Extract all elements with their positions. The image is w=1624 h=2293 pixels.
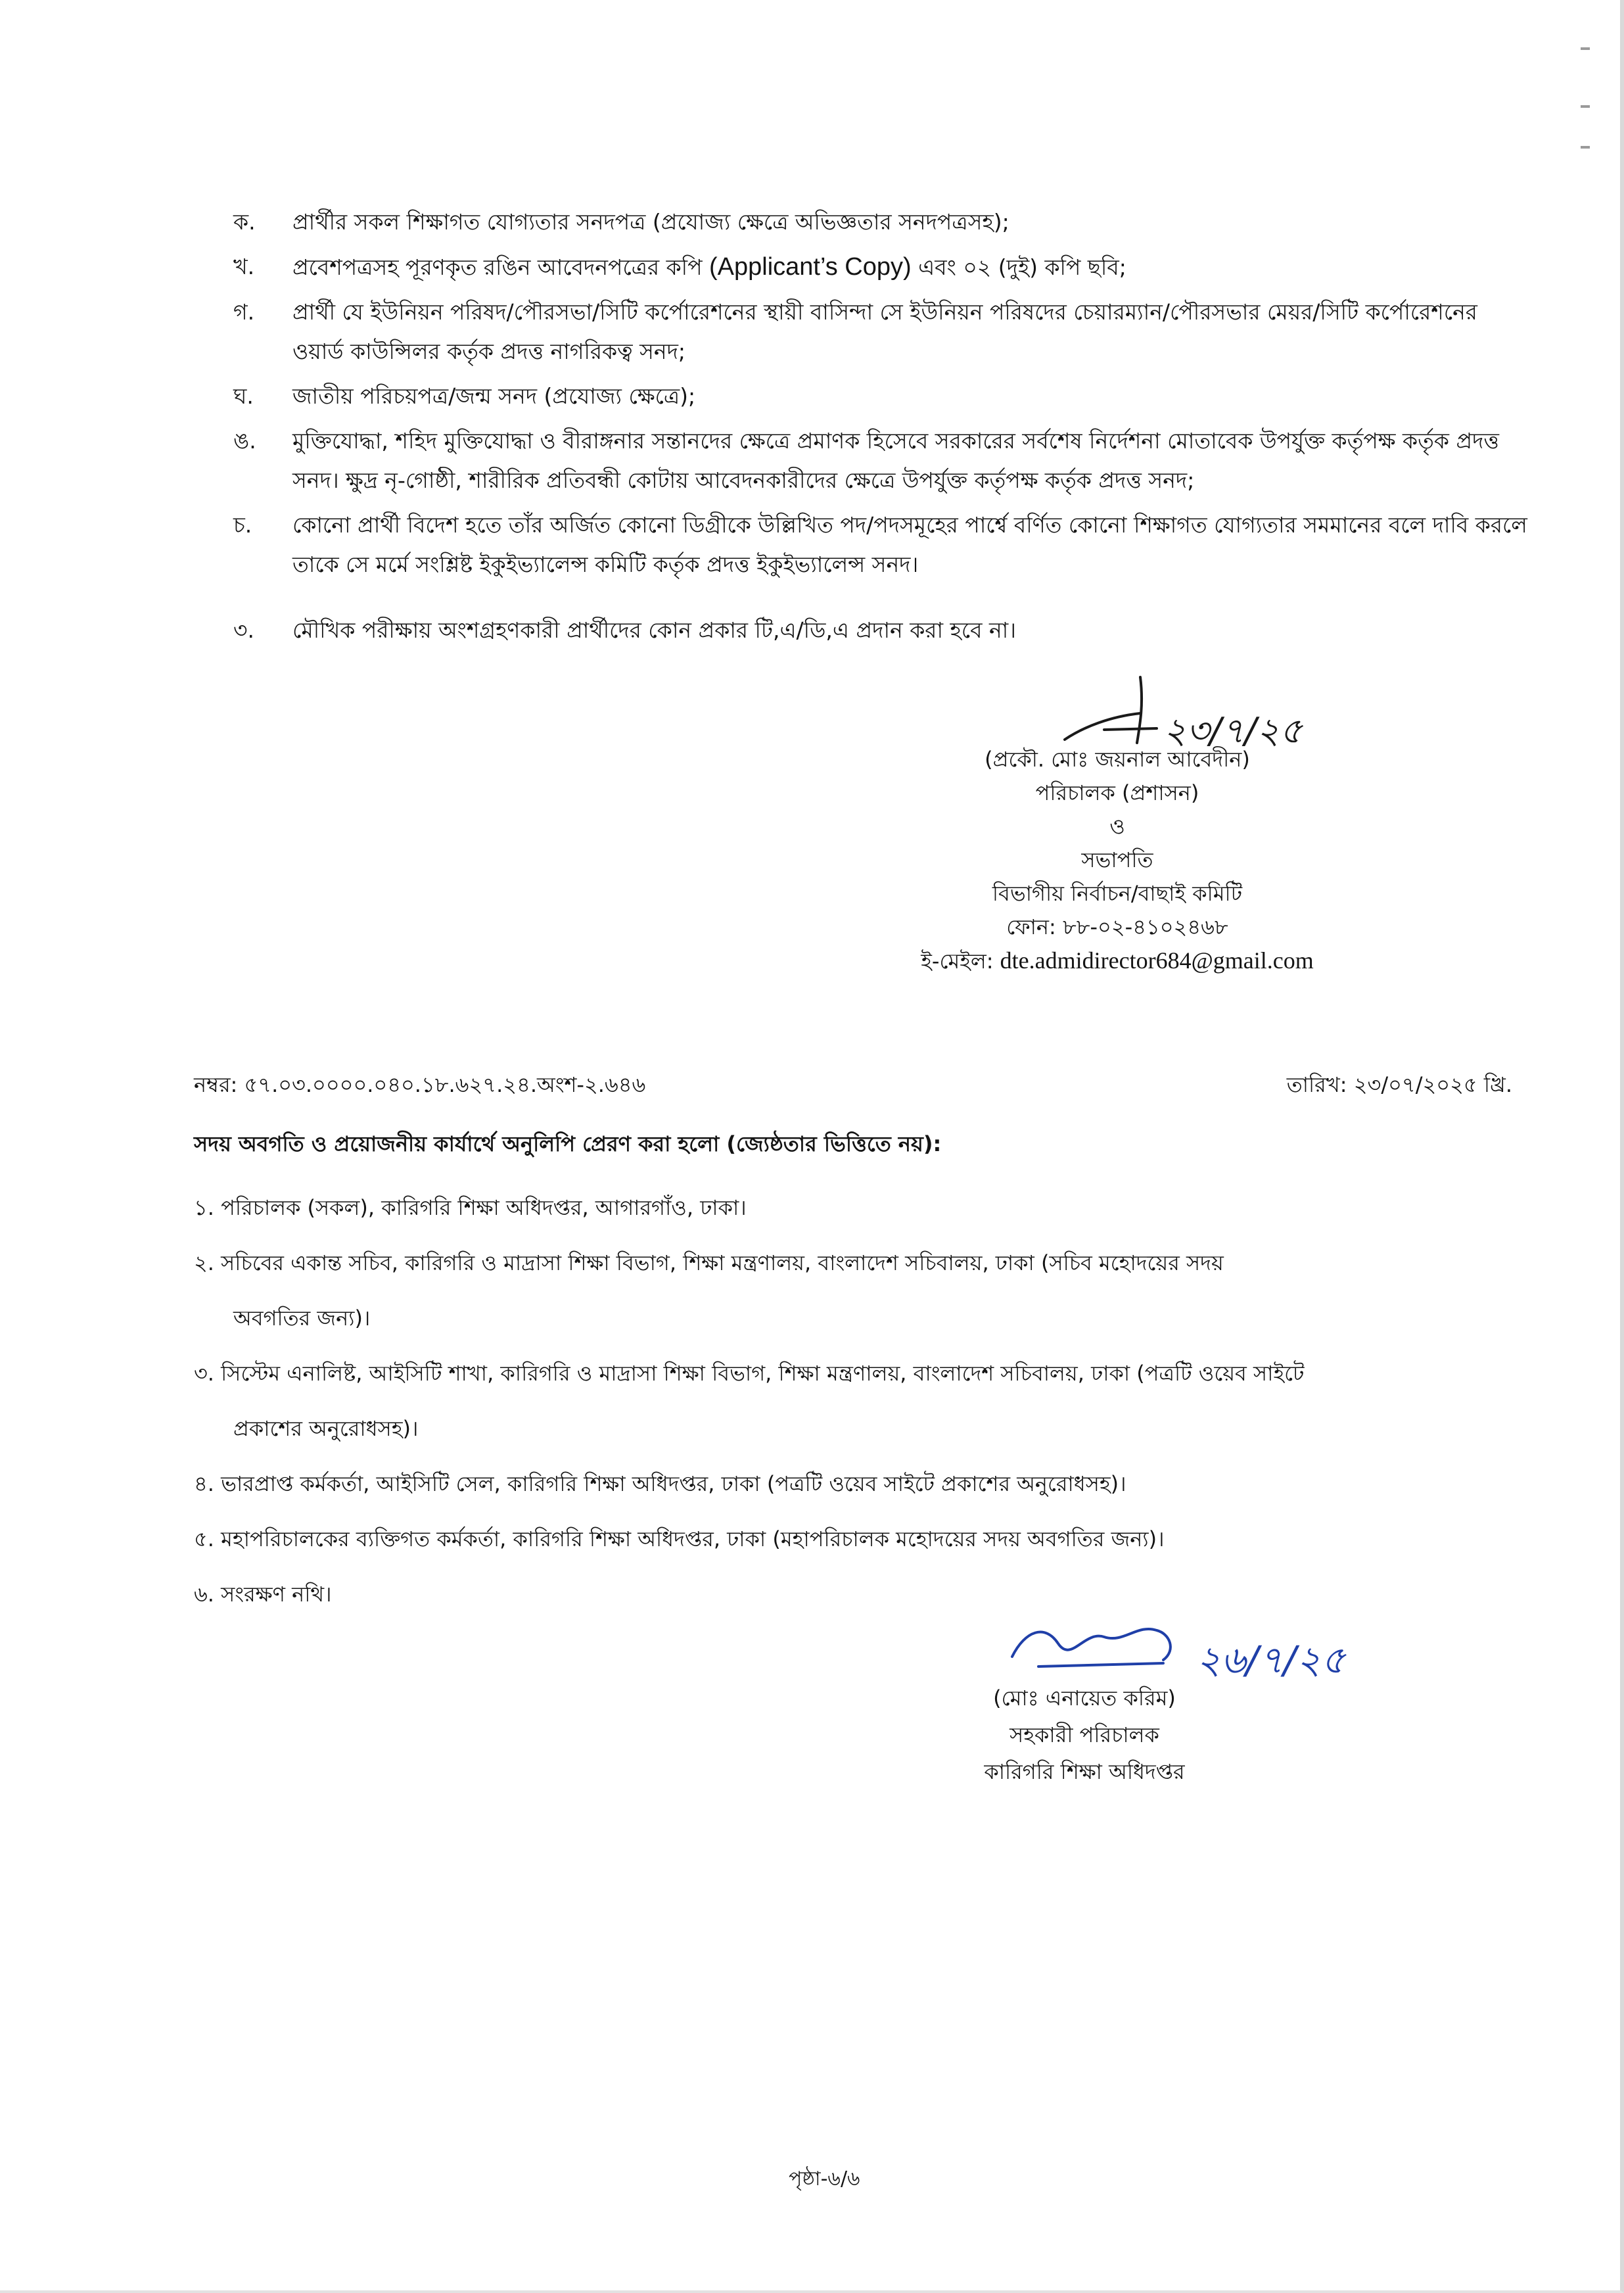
- list-text: জাতীয় পরিচয়পত্র/জন্ম সনদ (প্রযোজ্য ক্ষেত্রে);: [292, 383, 696, 409]
- email-address: dte.admidirector684@gmail.com: [1000, 947, 1314, 974]
- scan-mark: [1581, 105, 1590, 108]
- list-text: প্রবেশপত্রসহ পূরণকৃত রঙিন আবেদনপত্রের কপি: [292, 254, 710, 280]
- list-item: [233, 202, 1535, 242]
- signatory-office: কারিগরি শিক্ষা অধিদপ্তর: [984, 1759, 1185, 1784]
- signatory-designation: পরিচালক (প্রশাসন): [1035, 780, 1199, 805]
- signature-date: ২৬/৭/২৫: [1196, 1638, 1346, 1682]
- email-line: [874, 944, 1360, 978]
- page-number: পৃষ্ঠা-৬/৬: [789, 2167, 860, 2190]
- list-marker: ৩.: [233, 617, 254, 643]
- list-item: [233, 247, 1535, 287]
- phone-number: ফোন: ৮৮-০২-৪১০২৪৬৮: [1006, 914, 1228, 939]
- list-item: [233, 377, 1535, 416]
- memo-date: তারিখ: ২৩/০৭/২০২৫ খ্রি.: [1286, 1072, 1512, 1097]
- list-text: ৩. সিস্টেম এনালিষ্ট, আইসিটি শাখা, কারিগরি ও মাদ্রাসা শিক্ষা বিভাগ, শিক্ষা মন্ত্রণালয়, বাংলাদেশ সচিবালয়, ঢাকা (পত্রটি ওয়েব সাইটে: [194, 1361, 1305, 1386]
- signature-block-assistant-director: [920, 1680, 1249, 1790]
- list-marker: ঙ.: [233, 428, 256, 454]
- list-item: [194, 1235, 1515, 1346]
- list-text: ৫. মহাপরিচালকের ব্যক্তিগত কর্মকর্তা, কারিগরি শিক্ষা অধিদপ্তর, ঢাকা (মহাপরিচালক মহোদয়ের সদয় অবগতির জন্য)।: [194, 1526, 1165, 1551]
- conjunction-text: ও: [1109, 814, 1125, 839]
- signatory-role: সভাপতি: [1081, 847, 1153, 872]
- list-item: [233, 421, 1535, 500]
- scan-mark: [1581, 146, 1590, 149]
- list-text: ৪. ভারপ্রাপ্ত কর্মকর্তা, আইসিটি সেল, কারিগরি শিক্ষা অধিদপ্তর, ঢাকা (পত্রটি ওয়েব সাইটে প্রকাশের অনুরোধসহ)।: [194, 1471, 1126, 1496]
- list-marker: ক.: [233, 209, 256, 235]
- signatory-designation: সহকারী পরিচালক: [1009, 1722, 1159, 1747]
- list-text: মুক্তিযোদ্ধা, শহিদ মুক্তিযোদ্ধা ও বীরাঙ্গনার সন্তানদের ক্ষেত্রে প্রমাণক হিসেবে সরকারের সর্বশেষ নির্দেশনা মোতাবেক উপর্যুক্ত কর্তৃপক্ষ কর্তৃক প্রদত্ত সনদ। ক্ষুদ্র নৃ-গোষ্ঠী, শারীরিক প্রতিবন্ধী কোটায় আবেদনকারীদের ক্ষেত্রে উপর্যুক্ত কর্তৃপক্ষ কর্তৃক প্রদত্ত সনদ;: [292, 428, 1500, 493]
- list-text: এবং ০২ (দুই) কপি ছবি;: [911, 254, 1126, 280]
- signatory-name: (মোঃ এনায়েত করিম): [993, 1686, 1176, 1711]
- list-text-continuation: অবগতির জন্য)।: [233, 1306, 371, 1331]
- list-marker: গ.: [233, 299, 255, 325]
- copy-distribution-list: [194, 1180, 1515, 1622]
- list-marker: চ.: [233, 512, 252, 538]
- signature-block-director: [874, 743, 1360, 978]
- list-item: [233, 506, 1535, 584]
- signatory-name: (প্রকৌ. মোঃ জয়নাল আবেদীন): [985, 747, 1250, 772]
- list-text: কোনো প্রার্থী বিদেশ হতে তাঁর অর্জিত কোনো ডিগ্রীকে উল্লিখিত পদ/পদসমূহের পার্শ্বে বর্ণিত কোনো শিক্ষাগত যোগ্যতার সমমানের বলে দাবি করলে তাকে সে মর্মে সংশ্লিষ্ট ইকুইভ্যালেন্স কমিটি কর্তৃক প্রদত্ত ইকুইভ্যালেন্স সনদ।: [292, 512, 1527, 577]
- applicant-copy-text: (Applicant’s Copy): [709, 253, 912, 281]
- scan-mark: [1581, 47, 1590, 50]
- list-text: প্রার্থীর সকল শিক্ষাগত যোগ্যতার সনদপত্র (প্রযোজ্য ক্ষেত্রে অভিজ্ঞতার সনদপত্রসহ);: [292, 209, 1009, 235]
- list-item: [194, 1456, 1515, 1511]
- signature-date: ২৩/৭/২৫: [1163, 710, 1303, 751]
- list-marker: ঘ.: [233, 383, 254, 409]
- list-item: [233, 611, 1535, 650]
- committee-name: বিভাগীয় নির্বাচন/বাছাই কমিটি: [992, 881, 1243, 906]
- list-item: [194, 1180, 1515, 1235]
- list-text-continuation: প্রকাশের অনুরোধসহ)।: [233, 1416, 419, 1441]
- list-item: [194, 1346, 1515, 1456]
- list-text: প্রার্থী যে ইউনিয়ন পরিষদ/পৌরসভা/সিটি কর্পোরেশনের স্থায়ী বাসিন্দা সে ইউনিয়ন পরিষদের চেয়ারম্যান/পৌরসভার মেয়র/সিটি কর্পোরেশনের ওয়ার্ড কাউন্সিলর কর্তৃক প্রদত্ত নাগরিকত্ব সনদ;: [292, 299, 1477, 364]
- list-text: ২. সচিবের একান্ত সচিব, কারিগরি ও মাদ্রাসা শিক্ষা বিভাগ, শিক্ষা মন্ত্রণালয়, বাংলাদেশ সচিবালয়, ঢাকা (সচিব মহোদয়ের সদয়: [194, 1250, 1224, 1275]
- list-item: [233, 293, 1535, 371]
- list-marker: খ.: [233, 254, 255, 279]
- email-label: ই-মেইল:: [921, 949, 1000, 974]
- required-documents-list: [233, 202, 1535, 655]
- memo-number: নম্বর: ৫৭.০৩.০০০০.০৪০.১৮.৬২৭.২৪.অংশ-২.৬৪৬: [194, 1072, 646, 1097]
- list-item: [194, 1511, 1515, 1567]
- list-text: ১. পরিচালক (সকল), কারিগরি শিক্ষা অধিদপ্তর, আগারগাঁও, ঢাকা।: [194, 1195, 747, 1220]
- copy-distribution-heading: সদয় অবগতি ও প্রয়োজনীয় কার্যার্থে অনুলিপি প্রেরণ করা হলো (জ্যেষ্ঠতার ভিত্তিতে নয়):: [194, 1131, 942, 1156]
- list-text: ৬. সংরক্ষণ নথি।: [194, 1582, 332, 1607]
- list-text: মৌখিক পরীক্ষায় অংশগ্রহণকারী প্রার্থীদের কোন প্রকার টি,এ/ডি,এ প্রদান করা হবে না।: [292, 617, 1017, 643]
